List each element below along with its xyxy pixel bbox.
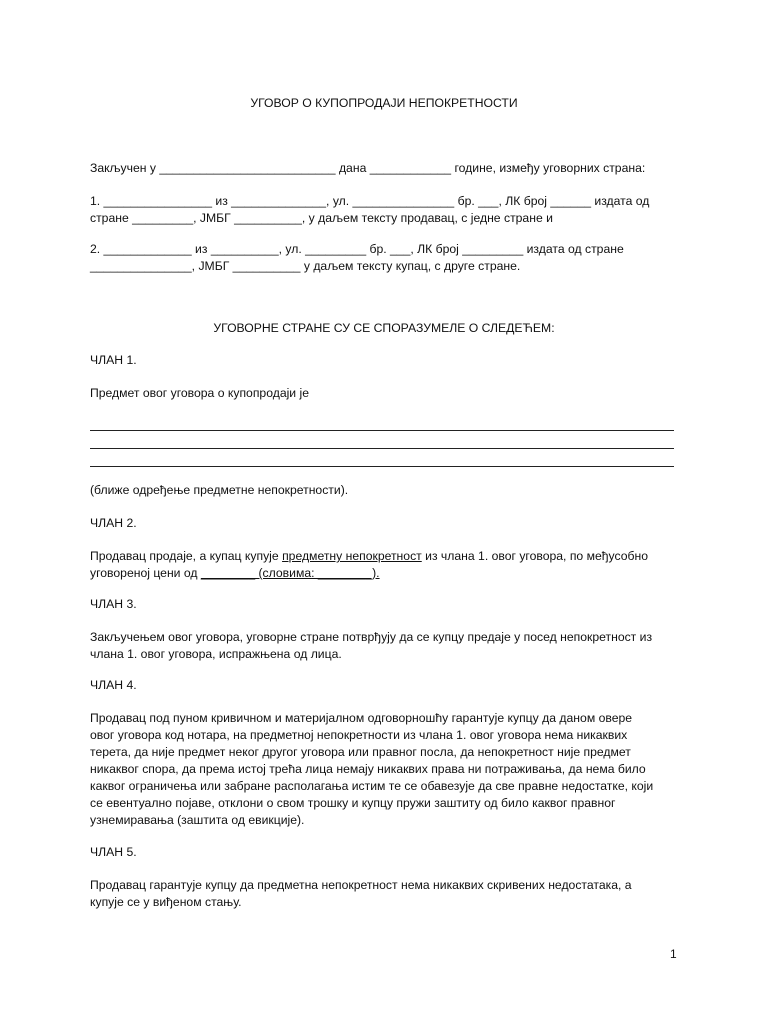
article1-text: Предмет овог уговора о купопродаји је xyxy=(90,386,309,400)
article4-heading: ЧЛАН 4. xyxy=(90,678,137,692)
article1-note: (ближе одређење предметне непокретности). xyxy=(90,483,349,497)
agreement-heading: УГОВОРНЕ СТРАНЕ СУ СЕ СПОРАЗУМЕЛЕ О СЛЕДЕЋЕМ: xyxy=(213,321,555,335)
article4-line: узнемиравања (заштита од евикције). xyxy=(90,813,305,827)
article4-line: се евентуално појаве, отклони о свом трошку и купцу пружи заштиту од било каквог правног xyxy=(90,796,616,810)
blank-line xyxy=(90,430,674,431)
article5-heading: ЧЛАН 5. xyxy=(90,845,137,859)
article2-underlined-term: предметну непокретност xyxy=(282,549,422,563)
document-title: УГОВОР О КУПОПРОДАЈИ НЕПОКРЕТНОСТИ xyxy=(250,96,518,110)
party1-line1: 1. ________________ из ______________, ул. _______________ бр. ___, ЛК број ______ издата од xyxy=(90,194,650,208)
party2-line2: _______________, ЈМБГ __________ у даљем тексту купац, с друге стране. xyxy=(90,259,521,273)
article4-line: овог уговора код нотара, на предметној непокретности из члана 1. овог уговора нема никаквих xyxy=(90,728,628,742)
article3-line: Закључењем овог уговора, уговорне стране потврђују да се купцу предаје у посед непокретност из xyxy=(90,630,653,644)
party1-line2: стране _________, ЈМБГ __________, у даљем тексту продавац, с једне стране и xyxy=(90,211,553,225)
article3-heading: ЧЛАН 3. xyxy=(90,597,137,611)
article5-line: Продавац гарантује купцу да предметна непокретност нема никаквих скривених недостатака, а xyxy=(90,878,632,892)
article4-line: терета, да није предмет неког другог уговора или правног посла, да непокретност није предмет xyxy=(90,745,631,759)
article5-line: купује се у виђеном стању. xyxy=(90,895,242,909)
article2-price: ________ (словима: ________). xyxy=(200,566,380,580)
article2-line2-pre: уговореној цени од xyxy=(90,566,201,580)
article2-line1-pre: Продавац продаје, а купац купује xyxy=(90,549,283,563)
article4-line: Продавац под пуном кривичном и материјалном одговорношћу гарантује купцу да даном овере xyxy=(90,711,633,725)
article3-line: члана 1. овог уговора, испражњена од лица. xyxy=(90,647,342,661)
intro-line: Закључен у __________________________ дана ____________ године, између уговорних страна: xyxy=(90,161,646,175)
article1-heading: ЧЛАН 1. xyxy=(90,353,137,367)
page-number: 1 xyxy=(670,947,677,961)
article2-line1 xyxy=(90,549,648,564)
article4-line: никаквог спора, да према истој трећа лица немају никаквих права ни потраживања, да нема било xyxy=(90,762,646,776)
party2-line1: 2. _____________ из __________, ул. _________ бр. ___, ЛК број _________ издата од стране xyxy=(90,242,624,256)
article2-line1-post: из члана 1. овог уговора, по међусобно xyxy=(421,549,648,563)
article2-heading: ЧЛАН 2. xyxy=(90,516,137,530)
blank-line xyxy=(90,466,674,467)
article4-line: каквог ограничења или забране располагања истим те се обавезује да све правне недостатке, који xyxy=(90,779,654,793)
article2-line2 xyxy=(90,566,380,581)
blank-line xyxy=(90,448,674,449)
